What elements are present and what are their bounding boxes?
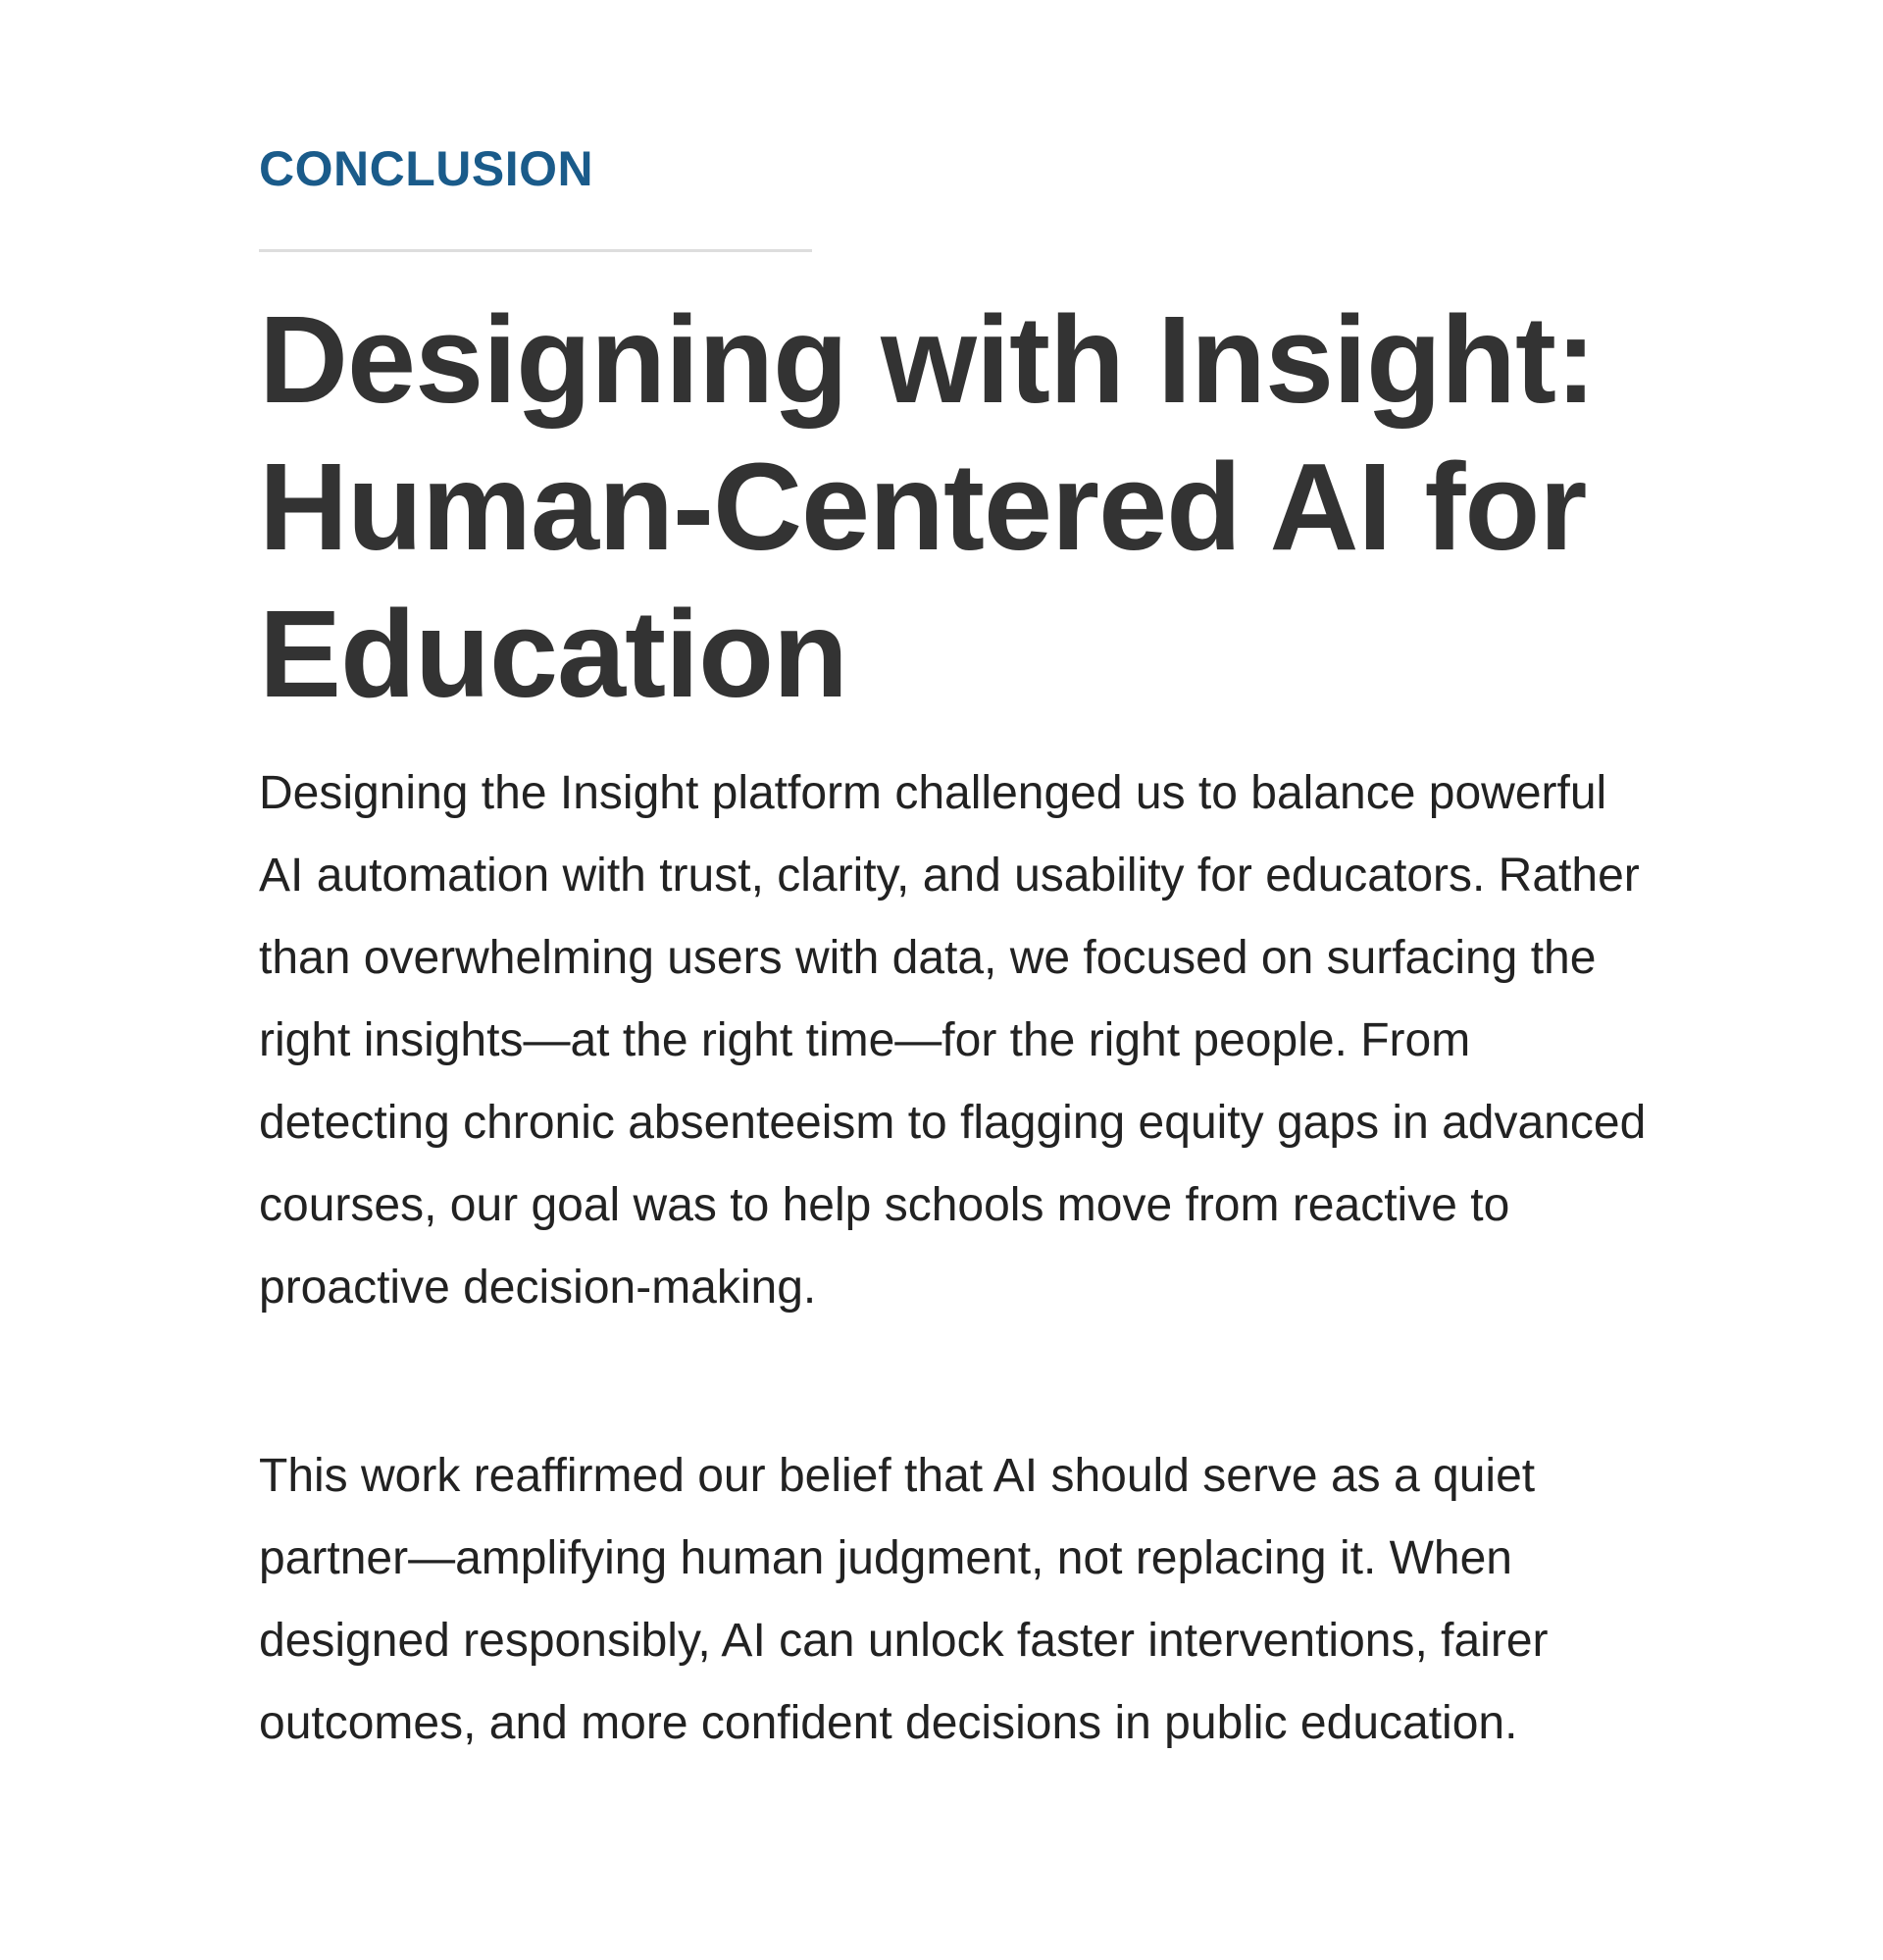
section-divider: [259, 249, 812, 252]
body-paragraph-2: This work reaffirmed our belief that AI should serve as a quiet partner—amplifying human judgment, not replacing it. When designed responsibly, AI can unlock faster interventions, fairer outcomes, and more confident decisions in public education.: [259, 1450, 1549, 1749]
section-eyebrow-label: CONCLUSION: [259, 141, 594, 196]
page-title: Designing with Insight: Human-Centered AI for Education: [259, 290, 1596, 723]
body-paragraph-1: Designing the Insight platform challenged us to balance powerful AI automation with trust, clarity, and usability for educators. Rather than overwhelming users with data, we focused on surfacing the right insights—at the right time—for the right people. From detecting chronic absenteeism to flagging equity gaps in advanced courses, our goal was to help schools move from reactive to proactive decision-making.: [259, 767, 1647, 1314]
